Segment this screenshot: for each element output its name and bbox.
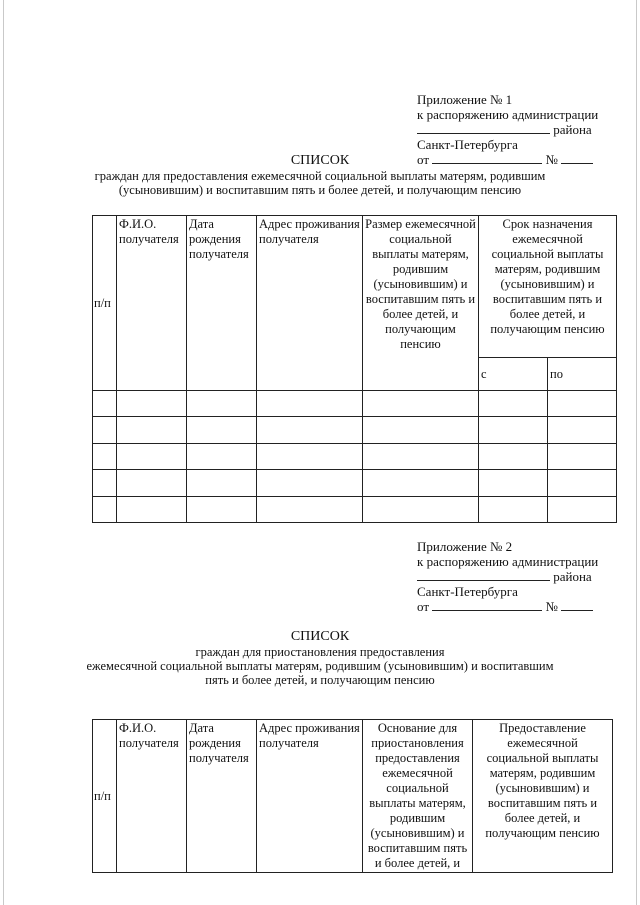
scan-edge-right bbox=[636, 0, 637, 905]
appendix-1-order: к распоряжению администрации bbox=[417, 107, 599, 122]
header-amount: Размер ежемесячной социальной выплаты матерям, родившим (усыновившим) и воспитавшим пять и более детей, и получающим пенсию bbox=[363, 216, 479, 391]
district-blank bbox=[417, 569, 550, 581]
header-dob: Дата рождения получателя bbox=[187, 720, 257, 873]
list-1-subtitle-1: граждан для предоставления ежемесячной социальной выплаты матерям, родившим bbox=[94, 169, 546, 183]
date-label: от bbox=[417, 152, 430, 167]
header-num: п/п bbox=[93, 720, 117, 873]
table-row bbox=[93, 444, 617, 470]
number-label: № bbox=[545, 599, 558, 614]
district-label: района bbox=[553, 122, 592, 137]
header-period-from: с bbox=[479, 358, 548, 391]
appendix-2-date-line bbox=[417, 599, 617, 614]
scan-edge-left bbox=[3, 0, 4, 905]
list-2-subtitle-3: пять и более детей, и получающим пенсию bbox=[205, 673, 435, 687]
appendix-1-title: Приложение № 1 bbox=[417, 92, 513, 107]
appendix-1-city: Санкт-Петербурга bbox=[417, 137, 518, 152]
number-label: № bbox=[545, 152, 558, 167]
appendix-1-district-line bbox=[417, 122, 617, 137]
list-2-subtitle-1: граждан для приостановления предоставления bbox=[195, 645, 445, 659]
table-row bbox=[93, 497, 617, 523]
header-fio: Ф.И.О. получателя bbox=[117, 216, 187, 391]
appendix-2-district-line bbox=[417, 569, 617, 584]
list-2-heading bbox=[70, 628, 570, 687]
list-2-subtitle-2: ежемесячной социальной выплаты матерям, родившим (усыновившим) и воспитавшим bbox=[86, 659, 554, 673]
header-period: Срок назначения ежемесячной социальной выплаты матерям, родившим (усыновившим) и воспитавшим пять и более детей, и получающим пенсию bbox=[479, 216, 617, 358]
appendix-2-city: Санкт-Петербурга bbox=[417, 584, 518, 599]
date-blank bbox=[432, 599, 542, 611]
header-period-to: по bbox=[548, 358, 617, 391]
appendix-2-title: Приложение № 2 bbox=[417, 539, 513, 554]
appendix-2-order: к распоряжению администрации bbox=[417, 554, 599, 569]
district-label: района bbox=[553, 569, 592, 584]
table-row bbox=[93, 470, 617, 497]
table-row bbox=[93, 417, 617, 444]
header-basis: Основание для приостановления предоставления ежемесячной социальной выплаты матерям, родившим (усыновившим) и воспитавшим пять и более детей, и bbox=[363, 720, 473, 873]
header-fio: Ф.И.О. получателя bbox=[117, 720, 187, 873]
header-address: Адрес проживания получателя bbox=[257, 216, 363, 391]
header-provision: Предоставление ежемесячной социальной выплаты матерям, родившим (усыновившим) и воспитавшим пять и более детей, и получающим пенсию bbox=[473, 720, 613, 873]
list-2-table bbox=[92, 719, 613, 873]
table-row bbox=[93, 391, 617, 417]
header-dob: Дата рождения получателя bbox=[187, 216, 257, 391]
appendix-2-header bbox=[417, 539, 617, 614]
number-blank bbox=[561, 152, 593, 164]
district-blank bbox=[417, 122, 550, 134]
list-1-heading bbox=[90, 152, 550, 197]
list-1-table bbox=[92, 215, 617, 523]
header-address: Адрес проживания получателя bbox=[257, 720, 363, 873]
header-num: п/п bbox=[93, 216, 117, 391]
list-1-subtitle-2: (усыновившим) и воспитавшим пять и более детей, и получающим пенсию bbox=[118, 183, 522, 197]
list-1-title: СПИСОК bbox=[290, 153, 350, 168]
date-label: от bbox=[417, 599, 430, 614]
number-blank bbox=[561, 599, 593, 611]
list-2-title: СПИСОК bbox=[290, 629, 350, 644]
